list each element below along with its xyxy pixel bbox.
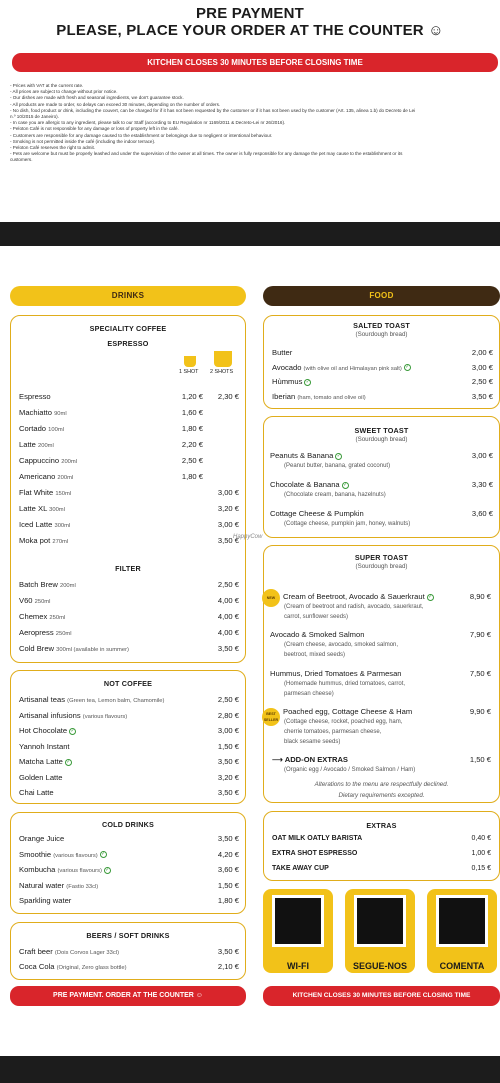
item-name <box>19 788 54 797</box>
speciality-coffee-card <box>10 315 263 663</box>
item-name <box>272 348 292 357</box>
note-line: - No dish, food product or drink, including the couvert, can be charged for if it has not been requested by the customer or if it has not been used by the customer (Art. 135, alinea 1.b) do Decreto de Lei <box>10 107 416 113</box>
item-subtext: 300ml (available in summer) <box>56 647 129 653</box>
item-subtext: 300ml <box>54 523 71 529</box>
qr-code-icon <box>436 895 488 947</box>
item-title: Poached egg, Cottage Cheese & Ham <box>283 707 413 716</box>
item-title: Batch Brew <box>19 580 58 589</box>
item-title: Hummus, Dried Tomatoes & Parmesan <box>270 669 402 678</box>
extra-item-name: EXTRA SHOT ESPRESSO <box>272 850 358 857</box>
item-subtext: (various flavours) <box>57 868 102 874</box>
price-1-shot: 2,20 € <box>181 440 203 449</box>
extra-item-price: 0,40 € <box>471 835 491 842</box>
extras-title: EXTRAS <box>366 821 397 830</box>
note-line: - Pets are welcome but must be properly leashed and under the supervision of the owner at all times. The owner is fully responsible for any damage the pet may cause to the establishment or its <box>10 151 403 157</box>
item-price: 2,80 € <box>217 710 239 720</box>
item-title: Chemex <box>19 612 48 621</box>
divider-band <box>0 222 500 246</box>
item-price: 3,20 € <box>217 772 239 782</box>
two-shots-cup-icon <box>214 351 232 367</box>
dietary-note: Dietary requirements excepted. <box>338 792 425 799</box>
beers-title: BEERS / SOFT DRINKS <box>86 931 170 940</box>
item-price: 4,00 € <box>217 596 239 605</box>
item-title: Aeropress <box>19 628 54 637</box>
item-name <box>19 392 51 401</box>
item-subtext: (Fastio 33cl) <box>66 883 99 890</box>
item-title: Sparkling water <box>19 896 72 905</box>
item-title: Cortado <box>19 424 47 433</box>
item-title: Coca Cola <box>19 962 55 971</box>
price-2-shots: 3,00 € <box>217 488 239 497</box>
super-toast-card <box>263 545 500 803</box>
item-title: Chai Latte <box>19 788 54 797</box>
item-price: 3,50 € <box>217 788 239 797</box>
item-price: 2,00 € <box>471 348 493 357</box>
item-name <box>19 695 164 704</box>
price-2-shots: 2,30 € <box>217 392 239 401</box>
price-2-shots: 3,50 € <box>217 536 239 545</box>
qr-wifi[interactable] <box>263 889 333 973</box>
addon-desc: (Organic egg / Avocado / Smoked Salmon / Ham) <box>284 767 416 773</box>
item-name <box>19 440 54 449</box>
qr-follow-label: SEGUE-NOS <box>352 961 407 971</box>
addon-label <box>272 755 348 764</box>
item-price: 3,30 € <box>471 480 493 489</box>
note-line: - All products are made to order, so delays can exceed 30 minutes, depending on the number of orders. <box>10 101 221 107</box>
qr-code-icon <box>354 895 406 947</box>
item-title: Artisanal infusions <box>19 710 81 720</box>
item-name <box>19 612 65 621</box>
item-desc: (Cream cheese, avocado, smoked salmon, <box>284 642 399 648</box>
item-subtext: (various flavours) <box>53 852 98 859</box>
item-name <box>19 742 70 751</box>
item-subtext: (Dois Corvos Lager 33cl) <box>54 950 120 956</box>
item-price: 2,50 € <box>471 377 493 386</box>
item-desc: cherrie tomatoes, parmesan cheese, <box>284 729 382 735</box>
item-name <box>19 726 76 735</box>
item-name <box>19 580 76 589</box>
item-title: Cold Brew <box>19 644 55 653</box>
item-name <box>19 711 127 720</box>
item-title: Hot Chocolate <box>19 726 68 735</box>
item-title: Iberian <box>272 391 296 401</box>
arrow-right-icon: ⟶ <box>272 755 285 764</box>
item-title: Smoothie <box>19 849 52 859</box>
item-subtext: (with olive oil and Himalayan pink salt) <box>303 365 402 372</box>
item-price: 2,50 € <box>217 580 239 589</box>
item-title: Iced Latte <box>19 520 53 529</box>
coffee-title: SPECIALITY COFFEE <box>89 324 167 333</box>
note-line: - Our dishes are made with fresh and seasonal ingredients, we don't guarantee stock. <box>10 95 184 101</box>
pre-payment-heading: PRE PAYMENT <box>195 5 305 22</box>
item-name <box>272 392 366 401</box>
item-subtext: 90ml <box>54 411 67 417</box>
item-name <box>19 456 77 465</box>
item-subtext: 200ml <box>61 459 78 465</box>
item-name <box>19 773 63 782</box>
item-subtext: 200ml <box>57 475 74 481</box>
item-title: Machiatto <box>19 408 52 417</box>
item-name <box>19 850 107 859</box>
item-name <box>283 707 412 716</box>
item-desc: carrot, sunflower seeds) <box>284 614 349 620</box>
item-title: Orange Juice <box>19 834 65 843</box>
item-title: Cottage Cheese & Pumpkin <box>270 509 364 518</box>
item-subtext: 100ml <box>48 427 64 433</box>
beers-card <box>10 922 246 980</box>
item-name <box>19 536 68 545</box>
item-name <box>270 509 364 518</box>
extra-item-name: OAT MILK OATLY BARISTA <box>272 835 363 842</box>
vegan-leaf-icon: ✓ <box>305 378 310 385</box>
item-title: Yannoh Instant <box>19 741 70 751</box>
sweet-toast-card <box>263 416 500 538</box>
espresso-subtitle: ESPRESSO <box>107 339 149 348</box>
item-name <box>19 596 50 605</box>
item-price: 4,20 € <box>217 849 239 859</box>
item-title: Natural water <box>19 880 65 890</box>
item-subtext: (Green tea, Lemon balm, Chamomile) <box>67 698 165 704</box>
item-title: Espresso <box>19 392 51 401</box>
item-title: Golden Latte <box>19 772 63 782</box>
item-title: Hùmmus <box>272 377 303 386</box>
item-name <box>270 669 402 678</box>
cold-drinks-card <box>10 812 246 914</box>
vegan-leaf-icon: ✓ <box>428 593 433 600</box>
item-subtext: 200ml <box>59 583 76 589</box>
item-price: 3,60 € <box>471 509 493 518</box>
item-title: Latte XL <box>19 504 48 513</box>
salted-subtitle: (Sourdough bread) <box>355 331 408 338</box>
item-subtext: 250ml <box>34 599 51 605</box>
top-info-section <box>0 0 500 222</box>
best-seller-badge: BEST SELLER <box>262 708 280 726</box>
note-line: - Peloton Café reserves the right to admit. <box>10 145 96 151</box>
item-title: Cream of Beetroot, Avocado & Sauerkraut <box>283 592 425 601</box>
notes-list <box>10 83 498 164</box>
price-1-shot: 1,80 € <box>181 424 203 433</box>
item-title: Chocolate & Banana <box>270 480 340 489</box>
item-desc: beetroot, mixed seeds) <box>284 652 346 658</box>
item-price: 3,50 € <box>471 391 493 401</box>
item-price: 2,50 € <box>217 695 239 704</box>
item-name <box>19 947 119 956</box>
item-price: 1,50 € <box>217 880 239 890</box>
item-subtext: 300ml <box>49 507 65 513</box>
item-price: 4,00 € <box>217 628 239 637</box>
new-badge: NEW <box>262 589 280 607</box>
qr-code-icon <box>272 895 324 947</box>
item-desc: black sesame seeds) <box>284 739 341 745</box>
note-line: - In case you are allergic to any ingredient, please talk to our Staff (according to EU Regulation nr 1169/2011 & Decreto-Lei nr 26/2016). <box>10 120 286 126</box>
item-price: 1,50 € <box>217 741 239 751</box>
item-name <box>19 865 111 874</box>
item-name <box>19 488 71 497</box>
item-desc: (Cottage cheese, pumpkin jam, honey, walnuts) <box>284 521 411 527</box>
item-name <box>19 472 73 481</box>
drinks-pill: DRINKS <box>10 286 246 306</box>
qr-follow[interactable] <box>345 889 415 973</box>
item-price: 3,50 € <box>217 757 239 766</box>
watermark: HappyCow <box>233 534 263 540</box>
item-subtext: 250ml <box>55 631 72 637</box>
item-name <box>19 424 64 433</box>
item-title: Avocado & Smoked Salmon <box>270 630 365 639</box>
item-desc: parmesan cheese) <box>284 691 334 697</box>
item-title: Cappuccino <box>19 456 60 465</box>
item-name <box>19 504 65 513</box>
price-2-shots: 3,00 € <box>217 520 239 529</box>
vegan-leaf-icon: ✓ <box>101 851 106 857</box>
item-price: 7,50 € <box>469 669 491 678</box>
item-price: 3,00 € <box>471 362 493 372</box>
item-price: 3,50 € <box>217 947 239 956</box>
vegan-leaf-icon: ✓ <box>105 866 110 873</box>
item-name <box>19 408 67 417</box>
item-desc: (Cottage cheese, rocket, poached egg, ham, <box>284 719 403 725</box>
item-name <box>270 480 349 489</box>
footer-kitchen-banner: KITCHEN CLOSES 30 MINUTES BEFORE CLOSING TIME <box>263 986 500 1006</box>
vegan-leaf-icon: ✓ <box>66 758 71 765</box>
note-line: - Prices with VAT at the current rate. <box>10 83 84 88</box>
item-name <box>270 630 364 639</box>
qr-comment-label: COMENTA <box>439 961 485 971</box>
item-name <box>19 628 72 637</box>
menu-page <box>0 246 500 1056</box>
item-title: Craft beer <box>19 947 53 956</box>
item-subtext: 150ml <box>55 491 72 497</box>
price-1-shot: 1,80 € <box>181 472 203 481</box>
item-name <box>19 896 71 905</box>
item-title: Peanuts & Banana <box>270 451 334 460</box>
item-name <box>283 592 434 601</box>
salted-toast-card <box>263 315 500 409</box>
item-title: Butter <box>272 348 293 357</box>
extra-item-name: TAKE AWAY CUP <box>272 865 329 872</box>
item-title: Kombucha <box>19 865 56 874</box>
note-line: - All prices are subject to change without prior notice. <box>10 89 118 95</box>
one-shot-label: 1 SHOT <box>179 369 199 375</box>
item-name <box>19 757 72 766</box>
qr-wifi-label: WI-FI <box>287 961 309 971</box>
item-title: Avocado <box>272 362 302 372</box>
item-price: 8,90 € <box>469 592 491 601</box>
item-price: 3,50 € <box>217 834 239 843</box>
vegan-leaf-icon: ✓ <box>343 481 348 488</box>
note-line: - Peloton Café is not responsible for any damage or loss of property left in the café. <box>10 126 179 132</box>
note-line: customers. <box>10 157 33 163</box>
order-at-counter-heading: PLEASE, PLACE YOUR ORDER AT THE COUNTER ☺ <box>56 22 444 39</box>
addon-text: ADD-ON EXTRAS <box>284 755 349 764</box>
note-line: - Smoking is not permitted inside the café (including the indoor terrace). <box>10 138 156 144</box>
price-1-shot: 2,50 € <box>181 456 203 465</box>
item-name <box>19 962 127 971</box>
item-title: Matcha Latte <box>19 757 63 766</box>
item-name <box>19 881 98 890</box>
vegan-leaf-icon: ✓ <box>336 452 341 459</box>
food-pill: FOOD <box>263 286 500 306</box>
two-shots-label: 2 SHOTS <box>210 369 234 375</box>
not-coffee-card <box>10 670 246 804</box>
item-price: 4,00 € <box>217 612 239 621</box>
item-desc: (Peanut butter, banana, grated coconut) <box>284 463 391 469</box>
price-1-shot: 1,20 € <box>181 392 203 401</box>
one-shot-cup-icon <box>184 356 196 367</box>
item-title: Latte <box>19 440 36 449</box>
item-price: 1,80 € <box>217 896 239 905</box>
vegan-leaf-icon: ✓ <box>70 727 75 734</box>
item-name <box>19 520 70 529</box>
extra-item-price: 1,00 € <box>471 850 491 857</box>
item-name <box>270 451 342 460</box>
item-title: Artisanal teas <box>19 695 66 704</box>
price-1-shot: 1,60 € <box>181 408 203 417</box>
item-subtext: 200ml <box>38 443 54 449</box>
sweet-subtitle: (Sourdough bread) <box>355 436 408 443</box>
item-subtext: (ham, tomato and olive oil) <box>297 394 366 401</box>
kitchen-closes-banner: KITCHEN CLOSES 30 MINUTES BEFORE CLOSING TIME <box>12 53 498 72</box>
note-line: n.º 10/2015 de Janeiro). <box>10 114 59 120</box>
item-price: 7,90 € <box>469 630 491 639</box>
item-name <box>19 644 129 653</box>
footer-prepayment-banner: PRE PAYMENT. ORDER AT THE COUNTER ☺ <box>10 986 246 1006</box>
note-line: - Customers are responsible for any damage caused to the establishment or belongings due to negligent or intentional behaviour. <box>10 132 273 138</box>
item-name <box>19 834 64 843</box>
extras-card <box>263 811 500 881</box>
item-price: 9,90 € <box>469 707 491 716</box>
item-price: 3,50 € <box>217 644 239 653</box>
alterations-note: Alterations to the menu are respectfully declined. <box>314 781 449 788</box>
item-name <box>272 363 411 372</box>
cold-drinks-title: COLD DRINKS <box>101 820 155 829</box>
item-subtext: (Original, Zero glass bottle) <box>56 965 127 971</box>
item-desc: (Cream of beetroot and radish, avocado, sauerkraut, <box>284 604 424 610</box>
item-title: V60 <box>19 596 33 605</box>
sweet-title: SWEET TOAST <box>354 426 409 435</box>
item-title: Flat White <box>19 488 54 497</box>
item-subtext: 270ml <box>52 539 69 545</box>
item-price: 3,00 € <box>217 726 239 735</box>
item-subtext: 250ml <box>49 615 66 621</box>
filter-title: FILTER <box>115 564 141 573</box>
price-2-shots: 3,20 € <box>217 504 239 513</box>
item-name <box>272 377 311 386</box>
not-coffee-title: NOT COFFEE <box>103 679 153 688</box>
salted-title: SALTED TOAST <box>353 321 410 330</box>
super-subtitle: (Sourdough bread) <box>355 563 408 570</box>
super-title: SUPER TOAST <box>354 553 409 562</box>
vegan-leaf-icon: ✓ <box>405 364 410 370</box>
bottom-band <box>0 1056 500 1083</box>
item-title: Americano <box>19 472 56 481</box>
item-price: 2,10 € <box>217 962 239 971</box>
qr-comment[interactable] <box>427 889 497 973</box>
addon-price: 1,50 € <box>469 755 491 764</box>
item-subtext: (various flavours) <box>82 713 128 720</box>
item-desc: (Homemade hummus, dried tomatoes, carrot, <box>284 681 406 687</box>
item-price: 3,60 € <box>217 865 239 874</box>
item-desc: (Chocolate cream, banana, hazelnuts) <box>284 492 386 498</box>
item-price: 3,00 € <box>471 451 493 460</box>
extra-item-price: 0,15 € <box>471 865 491 872</box>
item-title: Moka pot <box>19 536 51 545</box>
